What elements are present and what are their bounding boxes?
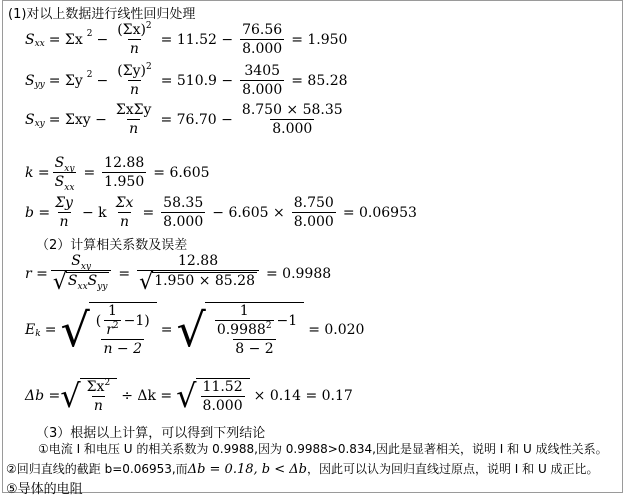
conclusion-1: ①电流 I 和电压 U 的相关系数为 0.9988,因为 0.9988>0.834,因此是显著相关，说明 I 和 U 成线性关系。 bbox=[38, 442, 608, 456]
k-fraction-1: $\frac{S_{xy}}{S_{xx}}$ bbox=[54, 155, 75, 193]
sxy-fraction-1: $\frac{\text{ΣxΣy}}{n}$ bbox=[115, 102, 152, 137]
sxy-fraction-2: $\frac{8.750 \times 58.35}{8.000}$ bbox=[241, 102, 343, 137]
heading-correlation: （2）计算相关系数及误差 bbox=[36, 238, 188, 253]
heading-linear-regression: (1)对以上数据进行线性回归处理 bbox=[8, 7, 196, 22]
equation-k: k = $\frac{S_{xy}}{S_{xx}}$ = $\frac{12.88}{1.950}$ = 6.605 bbox=[25, 155, 210, 193]
k-fraction-2: $\frac{12.88}{1.950}$ bbox=[104, 155, 145, 190]
syy-fraction-1: $\frac{(\Sigma y)^2}{n}$ bbox=[117, 62, 152, 98]
equation-sxy: S xy = Σxy − $\frac{\text{ΣxΣy}}{n}$ = 76.70 − $\frac{8.750 \times 58.35}{8.000}$ bbox=[25, 102, 343, 137]
equation-sxx: S xx = Σx 2 − $\frac{(\Sigma x)^2}{n}$ = 11.52 − $\frac{76.56}{8.000}$ = 1.950 bbox=[25, 21, 348, 57]
sxx-fraction-1: $\frac{(\Sigma x)^2}{n}$ bbox=[117, 21, 152, 57]
sxx-lhs: S bbox=[25, 31, 35, 48]
syy-fraction-2: $\frac{3405}{8.000}$ bbox=[242, 63, 283, 98]
equation-delta-b: Δb = √ $\frac{\Sigma x^2}{n}$ ÷ Δk = √ $\frac{11.52}{8.000}$ × 0.14 = 0.17 bbox=[25, 377, 353, 415]
sxx-fraction-2: $\frac{76.56}{8.000}$ bbox=[242, 22, 283, 57]
conclusion-2: ②回归直线的截距 b=0.06953,而Δb = 0.18, b < Δb，因此可以认为回归直线过原点，说明 I 和 U 成正比。 bbox=[6, 462, 599, 477]
equation-syy: S yy = Σy 2 − $\frac{(\Sigma y)^2}{n}$ = 510.9 − $\frac{3405}{8.000}$ = 85.28 bbox=[25, 62, 348, 98]
equation-r: r = $S_{xy}$ √ $S_{xx}S_{yy}$ = 12.88 √ 1.950 × 85.28 = 0.9988 bbox=[25, 253, 332, 295]
equation-b: b = $\frac{\Sigma y}{n}$ − k $\frac{\Sigma x}{n}$ = $\frac{58.35}{8.000}$ − 6.605 × $\frac{8.750}{8.000}$ = 0.06953 bbox=[25, 195, 417, 230]
equation-ek: E k = √ ( $\frac{1}{r^2}$ −1) n − 2 = √ $\frac{1}{0.9988^2}$ −1 8 − 2 = 0.020 bbox=[25, 302, 365, 357]
conclusion-3: ⑤导体的电阻 bbox=[6, 482, 83, 497]
heading-conclusions: （3）根据以上计算，可以得到下列结论 bbox=[36, 426, 266, 441]
